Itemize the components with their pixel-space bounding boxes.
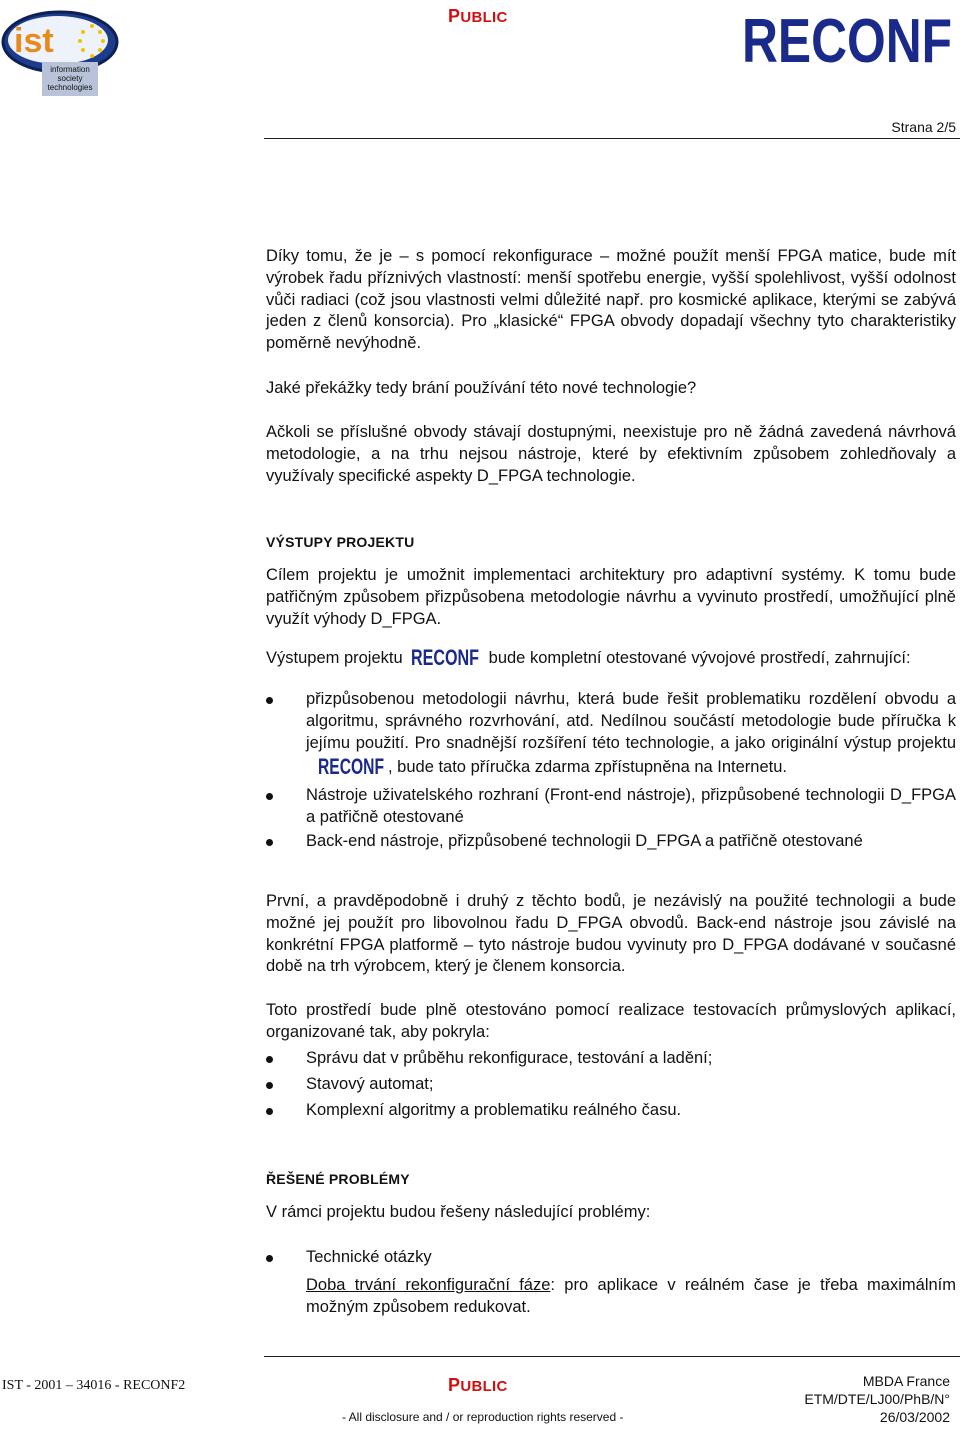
bullet-icon	[266, 1108, 273, 1115]
footer-reference: ETM/DTE/LJ00/PhB/N°	[804, 1391, 950, 1407]
list-item-text: Stavový automat;	[306, 1074, 434, 1093]
paragraph-question: Jaké překážky tedy brání používání této nové technologie?	[266, 379, 697, 397]
list-item-text: Komplexní algoritmy a problematiku reálného času.	[306, 1100, 682, 1119]
outputs-intro-post: bude kompletní otestované vývojové prostředí, zahrnující:	[488, 649, 911, 667]
paragraph-problems-intro: V rámci projektu budou řešeny následující problémy:	[266, 1203, 651, 1221]
ist-line-1: information	[50, 65, 90, 74]
list-item-text: přizpůsobenou metodologii návrhu, která bude řešit problematiku rozdělení obvodu a algoritmu, správného rozvrhování, atd. Nedílnou součástí metodologie bude příručka k jejímu použití. Pro snadnější rozšíření této technologie, a jako originální výstup projektu	[306, 690, 956, 752]
reconf-inline-logo	[411, 645, 481, 674]
list-item	[266, 1100, 956, 1122]
ist-line-2: society	[57, 74, 83, 83]
list-item	[266, 1247, 956, 1318]
bullet-icon	[266, 1056, 273, 1063]
testing-list	[266, 1048, 956, 1121]
list-item	[266, 689, 956, 783]
paragraph-obstacles: Ačkoli se příslušné obvody stávají dostupnými, neexistuje pro ně žádná zavedená návrhová metodologie, a na trhu nejsou nástroje, které by efektivním způsobem zohledňovaly a využívaly specifické aspekty D_FPGA technologie.	[266, 423, 956, 485]
outputs-list	[266, 689, 956, 853]
bullet-icon	[266, 793, 273, 800]
paragraph-testing: Toto prostředí bude plně otestováno pomocí realizace testovacích průmyslových aplikací, organizované tak, aby pokryla:	[266, 1001, 956, 1041]
footer-rights: - All disclosure and / or reproduction rights reserved -	[342, 1410, 624, 1424]
ist-logo	[2, 4, 122, 96]
problems-list	[266, 1247, 956, 1318]
reconf-inline-logo	[318, 754, 386, 783]
svg-text:RECONF: RECONF	[410, 645, 479, 670]
subtext-rest: : pro aplikace v reálném čase je třeba maximálním možným způsobem redukovat.	[306, 1275, 956, 1316]
bullet-icon	[266, 839, 273, 846]
reconf-logo	[742, 4, 954, 76]
page-indicator: Strana 2/5	[891, 119, 956, 135]
list-item	[266, 785, 956, 829]
paragraph-outputs-intro	[266, 645, 956, 674]
list-item-text-tail: , bude tato příručka zdarma zpřístupněna na Internetu.	[388, 758, 787, 777]
bullet-icon	[266, 1255, 273, 1262]
public-label-footer	[448, 1375, 508, 1396]
list-item-subtext	[306, 1275, 956, 1319]
heading-outputs: VÝSTUPY PROJEKTU	[266, 534, 415, 550]
list-item	[266, 831, 956, 853]
heading-problems: ŘEŠENÉ PROBLÉMY	[266, 1171, 410, 1187]
bullet-icon	[266, 1082, 273, 1089]
header-rule	[264, 138, 960, 139]
list-item	[266, 1048, 956, 1070]
list-item-text: Nástroje uživatelského rozhraní (Front-end nástroje), přizpůsobené technologii D_FPGA a patřičně otestované	[306, 786, 956, 826]
footer-author-info	[804, 1372, 950, 1426]
svg-text:RECONF: RECONF	[742, 7, 952, 76]
svg-text:ist: ist	[14, 22, 54, 60]
subtext-underlined: Doba trvání rekonfigurační fáze	[306, 1275, 551, 1294]
list-item	[266, 1074, 956, 1096]
list-item-text: Správu dat v průběhu rekonfigurace, testování a ladění;	[306, 1049, 713, 1067]
public-label-header	[448, 6, 508, 27]
footer-project-id: IST - 2001 – 34016 - RECONF2	[2, 1378, 186, 1393]
paragraph-independence: První, a pravděpodobně i druhý z těchto bodů, je nezávislý na použité technologii a bude možné jej použít pro libovolnou řadu D_FPGA obvodů. Back-end nástroje jsou závislé na konkrétní FPGA platformě – tyto nástroje budou vyvinuty pro D_FPGA dodávané v současné době na trh výrobcem, který je členem konsorcia.	[266, 892, 956, 976]
ist-line-3: technologies	[47, 83, 93, 92]
list-item-text: Back-end nástroje, přizpůsobené technologii D_FPGA a patřičně otestované	[306, 831, 863, 850]
public-text: PUBLIC	[448, 6, 508, 26]
svg-text:RECONF: RECONF	[318, 754, 384, 780]
footer-date: 26/03/2002	[879, 1409, 950, 1425]
paragraph-benefits: Díky tomu, že je – s pomocí rekonfigurace – možné použít menší FPGA matice, bude mít výrobek řadu příznivých vlastností: menší spotřebu energie, vyšší spolehlivost, vyšší odolnost vůči radiaci (což jsou vlastnosti velmi důležité např. pro kosmické aplikace, kterými se zabývá jeden z členů konsorcia). Pro „klasické“ FPGA obvody dopadají všechny tyto charakteristiky poměrně nevýhodně.	[266, 247, 956, 353]
paragraph-goal: Cílem projektu je umožnit implementaci architektury pro adaptivní systémy. K tomu bude patřičným způsobem přizpůsobena metodologie návrhu a vyvinuto prostředí, umožňující plně využít výhody D_FPGA.	[266, 566, 956, 628]
list-item-text: Technické otázky	[306, 1248, 432, 1266]
footer-company: MBDA France	[862, 1373, 950, 1389]
outputs-intro-pre: Výstupem projektu	[266, 649, 403, 667]
public-text: PUBLIC	[448, 1375, 508, 1395]
footer-rule	[264, 1356, 960, 1357]
bullet-icon	[266, 697, 273, 704]
